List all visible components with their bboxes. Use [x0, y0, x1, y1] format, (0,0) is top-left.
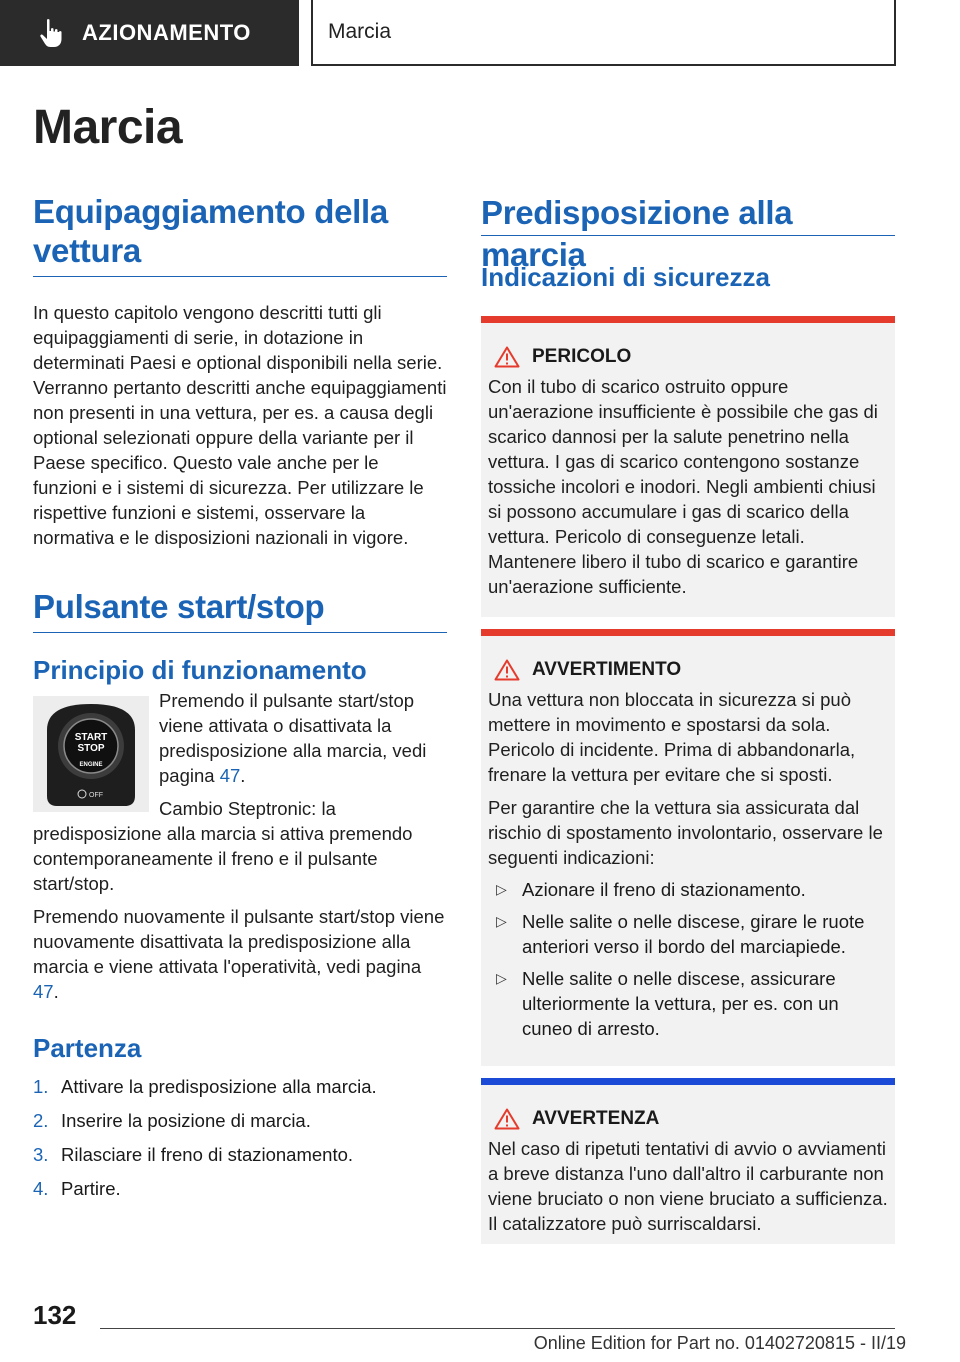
caution-text: Nel caso di ripetuti tentativi di avvio o avviamenti a breve distanza l'uno dall'altro il carburante non viene bruciato o non viene bruciato a sufficienza. Il catalizzatore può surriscaldarsi. [488, 1138, 888, 1234]
principle-paragraph-2: Cambio Steptronic: la predisposizione alla marcia si attiva premendo contemporaneamente il freno e il pulsante start/stop. [33, 798, 413, 894]
button-text-engine: ENGINE [79, 762, 103, 768]
list-item: ▷ Nelle salite o nelle discese, girare le ruote anteriori verso il bordo del marciapiede. [488, 909, 888, 959]
departure-steps [33, 1074, 447, 1201]
warning-text-2: Per garantire che la vettura sia assicurata dal rischio di spostamento involontario, osservare le seguenti indicazioni: [488, 797, 883, 868]
principle-paragraph-3: Premendo nuovamente il pulsante start/stop viene nuovamente disattivata la predisposizione alla marcia e viene attivata l'operatività, vedi pagina 47. [33, 906, 445, 1002]
warning-triangle-icon [494, 1108, 520, 1130]
list-item: 4. Partire. [33, 1178, 121, 1199]
button-text-stop: STOP [77, 743, 105, 754]
edition-note: Online Edition for Part no. 01402720815 - II/19 [533, 1333, 906, 1353]
heading-safety-notes: Indicazioni di sicurezza [481, 262, 770, 292]
triangle-bullet-icon: ▷ [496, 913, 507, 929]
heading-departure: Partenza [33, 1033, 142, 1063]
hand-pointer-icon [38, 18, 64, 48]
button-text-start: START [74, 732, 108, 743]
warning-title: AVVERTIMENTO [532, 659, 682, 680]
chapter-tab [0, 0, 299, 66]
chapter-label: AZIONAMENTO [82, 20, 251, 45]
equipment-text: In questo capitolo vengono descritti tutti gli equipaggiamenti di serie, in dotazione in determinati Paesi e optional disponibili nella serie. Verranno pertanto descritti anche equipaggiamenti non presenti in una vettura, per es. a causa degli optional selezionati oppure della variante per il Paese specifico. Questo vale anche per le funzioni e i sistemi di sicurezza. Per utilizzare le rispettive funzioni e sistemi, osservare la normativa e le disposizioni nazionali in vigore. [33, 302, 447, 548]
heading-principle: Principio di funzionamento [33, 655, 367, 685]
caution-title: AVVERTENZA [532, 1108, 660, 1129]
list-item: 1. Attivare la predisposizione alla marcia. [33, 1076, 377, 1097]
warning-text-1: Una vettura non bloccata in sicurezza si può mettere in movimento e spostarsi da sola. Pericolo di incidente. Prima di abbandonarla, frenare la vettura per evitare che si sposti. [488, 689, 856, 785]
footer-divider [100, 1328, 895, 1329]
list-item: 2. Inserire la posizione di marcia. [33, 1110, 311, 1131]
warning-triangle-icon [494, 346, 520, 368]
danger-box [481, 316, 895, 617]
caution-box [481, 1078, 895, 1244]
heading-driving-readiness: Predisposizione alla marcia [481, 192, 895, 236]
heading-start-stop-button: Pulsante start/stop [33, 587, 447, 633]
page-link-47[interactable]: 47 [219, 765, 241, 786]
warning-box [481, 629, 895, 1066]
page-title: Marcia [33, 101, 183, 154]
left-column [33, 192, 447, 1210]
danger-title: PERICOLO [532, 346, 632, 367]
right-column [481, 192, 895, 1244]
list-item: 3. Rilasciare il freno di stazionamento. [33, 1144, 354, 1165]
principle-block [33, 688, 447, 1004]
principle-paragraph-1: Premendo il pulsante start/stop viene attivata o disattivata la predisposizione alla marcia, vedi pagina 47. [159, 690, 427, 786]
section-tab [311, 0, 896, 66]
heading-equipment: Equipaggiamento della vettura [33, 192, 447, 277]
warning-list [488, 877, 888, 1041]
list-item: ▷ Azionare il freno di stazionamento. [488, 877, 888, 902]
list-item: ▷ Nelle salite o nelle discese, assicurare ulteriormente la vettura, per es. con un cuneo di arresto. [488, 966, 888, 1041]
button-text-off: OFF [89, 792, 103, 799]
start-stop-button-illustration [33, 696, 149, 812]
start-stop-button-image [33, 696, 149, 812]
page-number: 132 [33, 1300, 77, 1330]
warning-triangle-icon [494, 659, 520, 681]
triangle-bullet-icon: ▷ [496, 970, 507, 986]
danger-text: Con il tubo di scarico ostruito oppure un'aerazione insufficiente è possibile che gas di scarico dannosi per la salute penetrino nella vettura. I gas di scarico contengono sostanze tossiche incolori e inodori. Negli ambienti chiusi si possono accumulare i gas di scarico della vettura. Pericolo di conseguenze letali. Mantenere libero il tubo di scarico e garantire un'aerazione sufficiente. [488, 376, 878, 597]
triangle-bullet-icon: ▷ [496, 881, 507, 897]
page-link-47[interactable]: 47 [33, 981, 54, 1002]
section-label: Marcia [328, 20, 392, 43]
